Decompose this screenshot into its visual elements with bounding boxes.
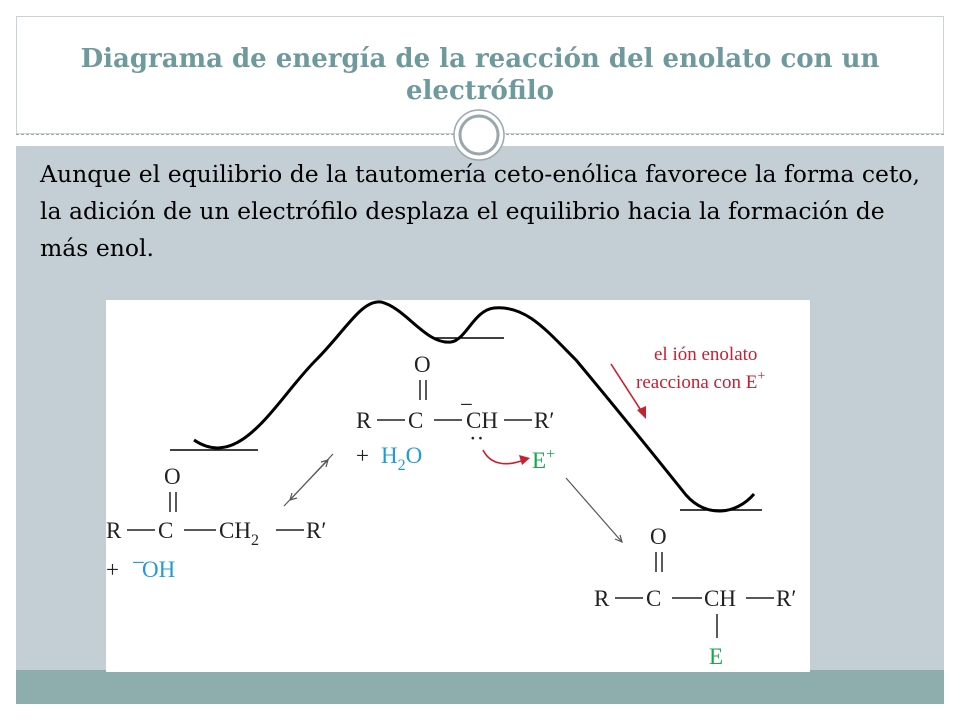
- body-paragraph: Aunque el equilibrio de la tautomería ceto-enólica favorece la forma ceto, la adición de un electrófilo desplaza el equilibrio hacia la formación de más enol.: [40, 160, 920, 262]
- enolate-rprime: R′: [534, 408, 555, 433]
- enolate-plus: +: [356, 443, 369, 468]
- product-oxygen: O: [650, 524, 667, 549]
- product-e: E: [709, 644, 724, 669]
- circle-ornament-icon: [452, 108, 506, 162]
- product-rprime: R′: [776, 586, 797, 611]
- hydroxide-charge: −: [132, 550, 145, 575]
- energy-diagram: [106, 300, 810, 672]
- annotation-line-2: reacciona con E+: [636, 369, 766, 393]
- product-structure: [594, 524, 796, 669]
- keto-oxygen: O: [164, 464, 181, 489]
- energy-curve: [194, 302, 754, 511]
- attack-arrow: [483, 450, 524, 464]
- product-arrow: [566, 478, 622, 542]
- attack-arrowhead: [519, 455, 530, 465]
- keto-rprime: R′: [306, 518, 327, 543]
- enolate-oxygen: O: [414, 352, 431, 377]
- water-label: $H_2O$: [381, 443, 423, 474]
- keto-plus: +: [106, 557, 119, 582]
- product-ch: CH: [704, 586, 736, 611]
- slide-title: Diagrama de energía de la reacción del enolato con un electrófilo: [80, 44, 880, 106]
- electrophile-label: E+: [532, 446, 556, 473]
- keto-r: R: [106, 518, 122, 543]
- lone-pair: ··: [469, 426, 485, 451]
- product-c: C: [646, 586, 662, 611]
- enolate-c: C: [408, 408, 424, 433]
- enolate-charge: −: [460, 392, 473, 417]
- hydroxide-label: OH: [142, 557, 176, 582]
- energy-diagram-figure: [106, 300, 810, 672]
- keto-structure: [106, 464, 326, 582]
- annotation: [611, 344, 765, 419]
- annotation-line-1: el ión enolato: [654, 344, 758, 365]
- product-r: R: [594, 586, 610, 611]
- equilibrium-arrows: [284, 454, 333, 506]
- footer-bar: [16, 670, 944, 704]
- enolate-r: R: [356, 408, 372, 433]
- keto-c: C: [158, 518, 174, 543]
- keto-ch2: $CH_2$: [219, 518, 259, 549]
- enolate-structure: [356, 352, 554, 474]
- enolate-ch: CH: [466, 408, 498, 433]
